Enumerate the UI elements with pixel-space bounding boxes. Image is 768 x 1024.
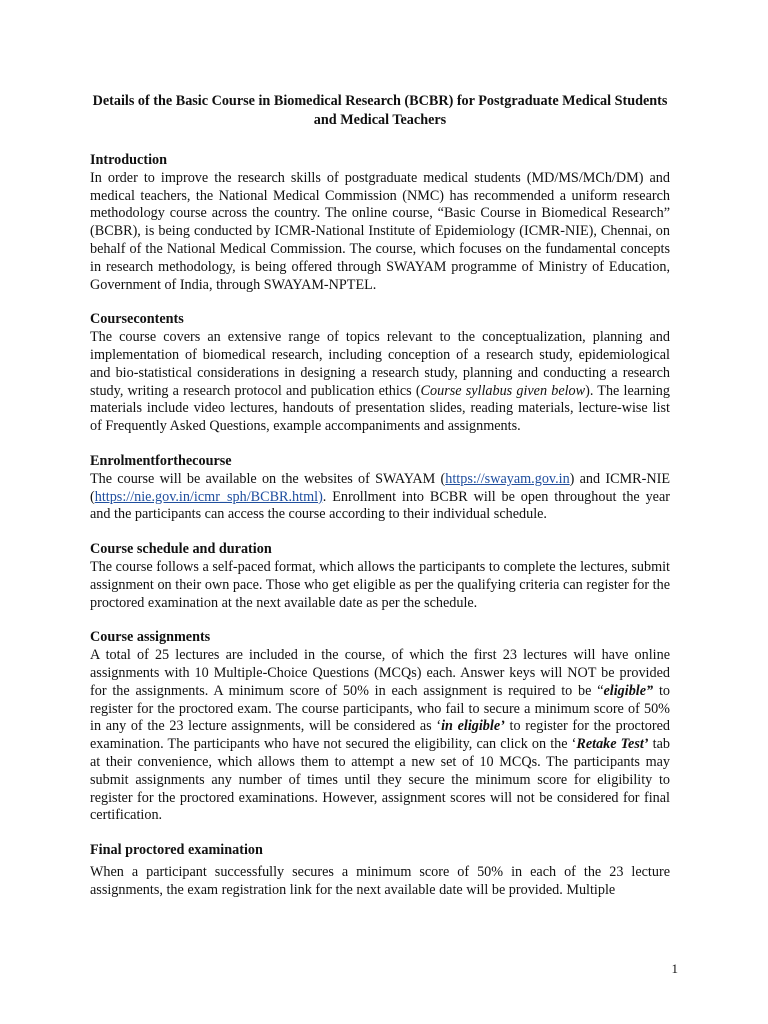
- course-contents-text-part1: The course covers an extensive range of topics relevant to the conceptualization, planning and implementation of biomedical research, including conception of a research study, epidemiological and bio-statistical considerations in designing a research study, planning and conducting a research study, writing a research protocol and publication ethics (: [90, 329, 670, 399]
- assignments-heading: Course assignments: [90, 629, 211, 646]
- course-contents-heading: Coursecontents: [90, 311, 184, 328]
- page-number: 1: [671, 961, 678, 976]
- course-syllabus-reference: Course syllabus given below: [420, 382, 586, 399]
- assignments-text-part4: tab at their convenience, which allows them to attempt a new set of 10 MCQs. The participants may submit assignments any number of times until they secure the minimum score for eligibility to register for the proctored examinations. However, assignment scores will not be considered for final certification.: [90, 736, 670, 824]
- section-final-exam: [90, 842, 670, 899]
- section-enrolment: [90, 453, 670, 524]
- document-body: [90, 92, 670, 916]
- schedule-heading: Course schedule and duration: [90, 541, 272, 558]
- course-contents-text-part2: ). The learning materials include video lectures, handouts of presentation slides, reading materials, lecture-wise list of Frequently Asked Questions, example accompaniments and assignments.: [90, 382, 670, 435]
- section-course-contents: [90, 311, 670, 436]
- in-eligible-term: in eligible’: [441, 718, 505, 735]
- eligible-term: eligible”: [603, 682, 654, 699]
- section-assignments: [90, 629, 670, 825]
- assignments-text-part1: A total of 25 lectures are included in the course, of which the first 23 lectures will have online assignments with 10 Multiple-Choice Questions (MCQs) each. Answer keys will NOT be provided for the assignments. A minimum score of 50% in each assignment is required to be “: [90, 647, 670, 699]
- assignments-text: [90, 647, 670, 825]
- section-introduction: [90, 152, 670, 294]
- swayam-link[interactable]: https://swayam.gov.in: [445, 470, 570, 487]
- enrolment-text: [90, 471, 670, 524]
- course-contents-text: [90, 329, 670, 436]
- introduction-heading: Introduction: [90, 152, 167, 168]
- final-exam-text: When a participant successfully secures a minimum score of 50% in each of the 23 lecture assignments, the exam registration link for the next available date will be provided. Multiple: [90, 863, 670, 898]
- enrolment-heading: Enrolmentforthecourse: [90, 452, 232, 469]
- enrolment-text-part3: . Enrollment into BCBR will be open throughout the year and the participants can access the course according to their individual schedule.: [90, 488, 670, 523]
- document-title: Details of the Basic Course in Biomedical Research (BCBR) for Postgraduate Medical Students and Medical Teachers: [92, 93, 668, 128]
- schedule-text: The course follows a self-paced format, which allows the participants to complete the lectures, submit assignment on their own pace. Those who get eligible as per the qualifying criteria can register for the proctored examination at the next available date as per the schedule.: [90, 558, 670, 611]
- nie-bcbr-link[interactable]: https://nie.gov.in/icmr_sph/BCBR.html): [94, 488, 323, 505]
- introduction-text: In order to improve the research skills of postgraduate medical students (MD/MS/MCh/DM) and medical teachers, the National Medical Commission (NMC) has recommended a uniform research methodology course across the country. The online course, “Basic Course in Biomedical Research” (BCBR), is being conducted by ICMR-National Institute of Epidemiology (ICMR-NIE), Chennai, on behalf of the National Medical Commission. The course, which focuses on the fundamental concepts in research methodology, is being offered through SWAYAM programme of Ministry of Education, Government of India, through SWAYAM-NPTEL.: [90, 169, 670, 293]
- section-schedule: [90, 541, 670, 612]
- assignments-text-part3: to register for the proctored examination. The participants who have not secured the eligibility, can click on the ‘: [90, 718, 670, 753]
- retake-test-term: Retake Test’: [576, 736, 649, 753]
- assignments-text-part2: to register for the proctored exam. The course participants, who fail to secure a minimum score of 50% in any of the 23 lecture assignments, will be considered as ‘: [90, 682, 670, 735]
- enrolment-text-part1: The course will be available on the websites of SWAYAM (: [90, 470, 446, 487]
- final-exam-heading: Final proctored examination: [90, 842, 263, 859]
- enrolment-text-part2: ) and ICMR-NIE (: [90, 470, 670, 505]
